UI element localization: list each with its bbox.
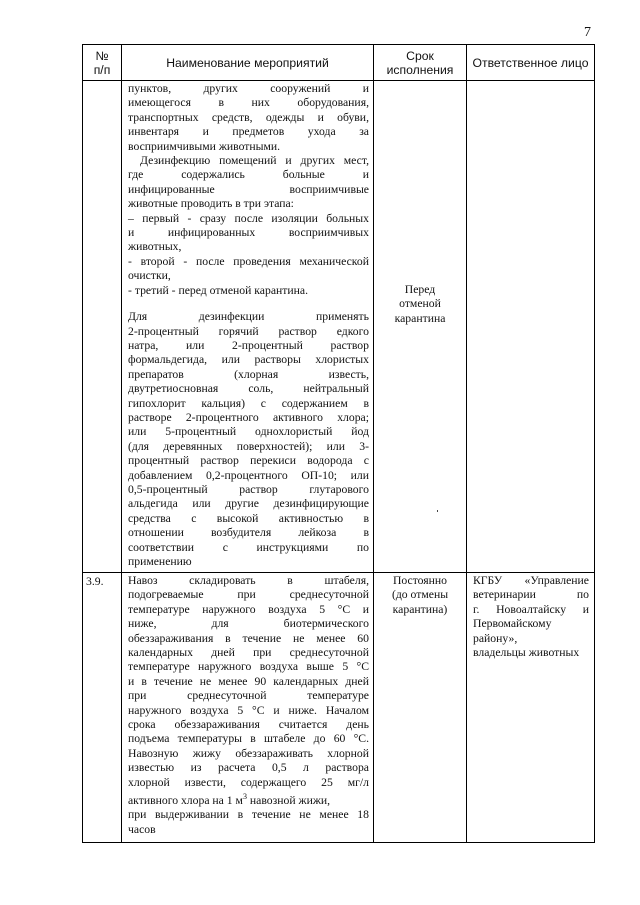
table-row <box>83 573 595 843</box>
text-line: альдегида или другие дезинфицирующие <box>128 497 369 511</box>
text-line: транспортных средств, одежды и обуви, <box>128 110 369 124</box>
text-line: средства с высокой активностью в <box>128 511 369 525</box>
text-line: добавлением 0,2-процентного ОП-10; или <box>128 468 369 482</box>
row-text-cell <box>122 573 374 843</box>
measures-table <box>82 44 595 843</box>
header-num-line: п/п <box>93 62 111 77</box>
responsible-line: району», <box>473 631 518 645</box>
text-line: срока обеззараживания считается день <box>128 718 369 732</box>
text-line: - второй - после проведения механической <box>128 254 369 268</box>
responsible-line: Первомайскому <box>473 617 552 631</box>
deadline-line: Перед <box>404 283 436 296</box>
text-line: температуре наружного воздуха выше 5 °С <box>128 660 369 674</box>
text-line: при выдерживании в течение не менее 18 <box>128 808 369 822</box>
row-deadline-cell <box>374 81 467 573</box>
text-line: Для дезинфекции применять <box>128 310 369 324</box>
text-line-part: навозной жижи, <box>246 793 331 807</box>
header-responsible: Ответственное лицо <box>467 45 595 81</box>
text-line: растворе 2-процентного активного хлора; <box>128 410 369 424</box>
text-line: Навозную жижу обеззараживать хлорной <box>128 746 369 760</box>
text-line: или 5-процентный однохлористый йод <box>128 425 369 439</box>
text-line: подогреваемые при среднесуточной <box>128 588 369 602</box>
text-line: при среднесуточной температуре <box>128 689 369 703</box>
text-line: – первый - сразу после изоляции больных <box>128 211 369 225</box>
text-line: ниже, для биотермического <box>128 617 369 631</box>
header-name: Наименование мероприятий <box>122 45 374 81</box>
text-line: Навоз складировать в штабеля, <box>128 574 369 587</box>
text-line: календарных дней при среднесуточной <box>128 646 369 660</box>
text-line: 0,5-процентный раствор глутарового <box>128 482 369 496</box>
text-line: наружного воздуха 5 °С и ниже. Началом <box>128 703 369 717</box>
row-num-cell <box>83 81 122 573</box>
text-line: двутретиосновная соль, нейтральный <box>128 382 369 396</box>
row-text-cell <box>122 81 374 573</box>
text-line <box>128 790 369 808</box>
responsible-line: ветеринарии по <box>473 588 589 602</box>
header-num-line: № <box>95 48 109 63</box>
header-deadline <box>374 45 467 81</box>
text-line: процентный раствор перекиси водорода с <box>128 454 369 468</box>
table-row <box>83 81 595 573</box>
text-line: пунктов, других сооружений и <box>128 82 369 95</box>
text-line: хлорной извести, содержащего 25 мг/л <box>128 775 369 789</box>
text-line: соответствии с инструкциями по <box>128 540 369 554</box>
text-line: и инфицированных восприимчивых <box>128 226 369 240</box>
text-line: очистки, <box>128 269 171 283</box>
header-deadline-line: Срок <box>406 48 434 63</box>
text-line: животных, <box>128 240 182 254</box>
text-line: животные проводить в три этапа: <box>128 197 294 211</box>
text-line: инфицированные восприимчивые <box>128 182 369 196</box>
header-deadline-line: исполнения <box>386 62 454 77</box>
deadline-line: отменой <box>399 297 441 311</box>
deadline-line: Постоянно <box>392 574 448 587</box>
text-line: часов <box>128 822 156 836</box>
page-number: 7 <box>584 25 591 40</box>
text-line: отношении возбудителя лейкоза в <box>128 526 369 540</box>
header-num <box>83 45 122 81</box>
deadline-line: карантина <box>394 311 446 325</box>
text-line: где содержались больные и <box>128 168 369 182</box>
superscript-3: 3 <box>242 792 247 802</box>
text-line: инвентаря и предметов ухода за <box>128 125 369 139</box>
text-line: натра, или 2-процентный раствор <box>128 338 369 352</box>
text-line: (для деревянных поверхностей); или 3- <box>128 439 369 453</box>
responsible-line: г. Новоалтайску и <box>473 602 589 616</box>
text-line: гипохлорит кальция) с содержанием в <box>128 396 369 410</box>
responsible-line: владельцы животных <box>473 646 580 660</box>
text-line: обеззараживания в течение не менее 60 <box>128 631 369 645</box>
deadline-line: (до отмены <box>391 588 449 602</box>
row-deadline-cell <box>374 573 467 843</box>
text-line-part: активного хлора на 1 м <box>128 793 243 807</box>
deadline-line: карантина) <box>392 602 448 616</box>
text-line: восприимчивыми животными. <box>128 139 281 153</box>
text-line: формальдегида, или растворы хлористых <box>128 353 369 367</box>
text-line: применению <box>128 555 192 568</box>
text-line: препаратов (хлорная известь, <box>128 367 369 381</box>
scan-speck <box>437 510 438 512</box>
text-line: Дезинфекцию помещений и других мест, <box>140 154 369 168</box>
table-header-row <box>83 45 595 81</box>
text-line: 2-процентный горячий раствор едкого <box>128 324 369 338</box>
text-line: - третий - перед отменой карантина. <box>128 283 308 297</box>
text-line: имеющегося в них оборудования, <box>128 96 369 110</box>
text-line: подъема температуры в штабеле до 60 °С. <box>128 732 369 746</box>
row-num-cell: 3.9. <box>83 573 122 843</box>
text-line: температуре наружного воздуха 5 °С и <box>128 602 369 616</box>
text-line: известью из расчета 0,5 л раствора <box>128 761 369 775</box>
text-line: и в течение не менее 90 календарных дней <box>128 674 369 688</box>
row-responsible-cell <box>467 81 595 573</box>
responsible-line: КГБУ «Управление <box>473 574 589 587</box>
row-responsible-cell <box>467 573 595 843</box>
